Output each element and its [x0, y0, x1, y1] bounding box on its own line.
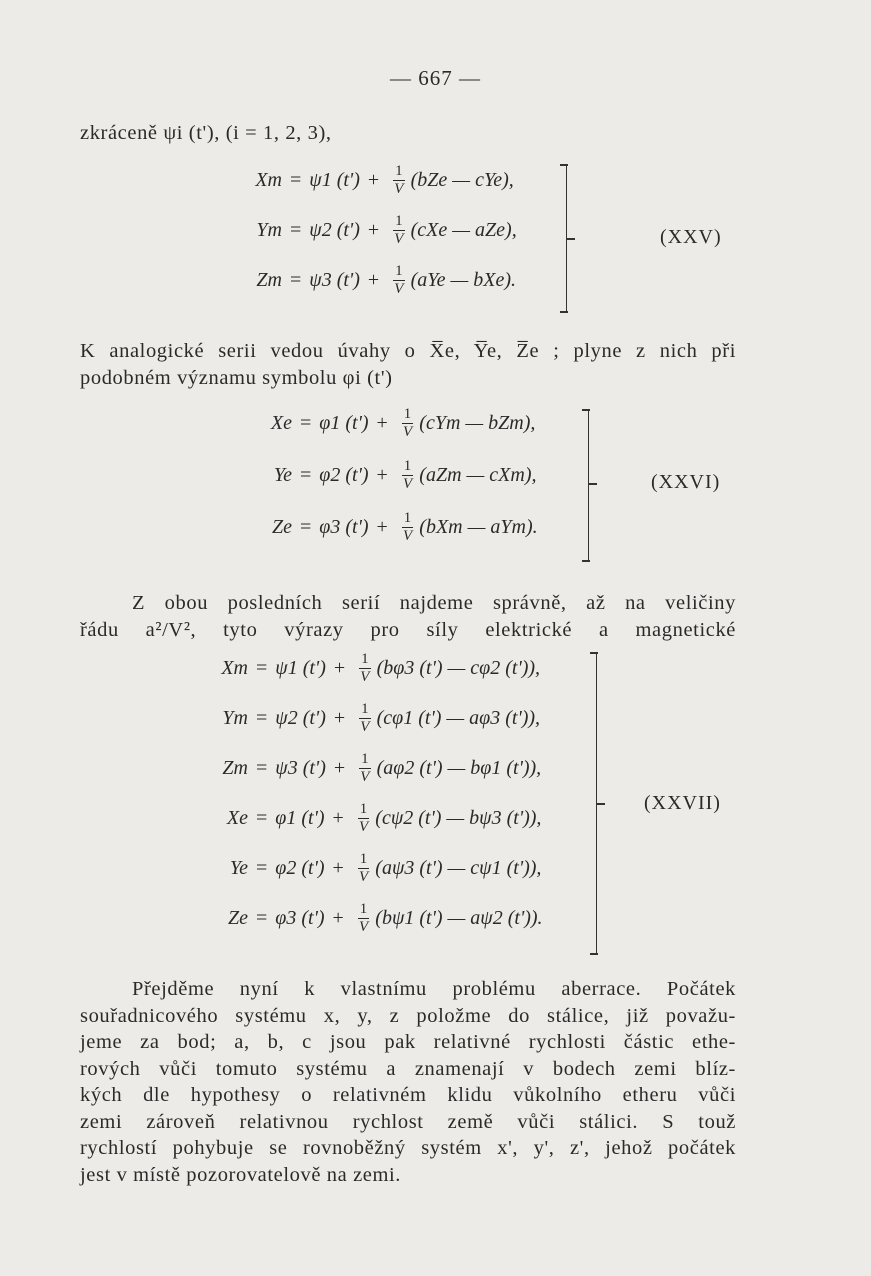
equation-row [212, 798, 541, 838]
brace-tip [590, 953, 598, 955]
text-line: zkráceně ψi (t'), (i = 1, 2, 3), [80, 122, 332, 144]
fraction [402, 406, 414, 441]
equation-tail: (bXm — aYm). [419, 516, 538, 538]
text-line: řádu a²/V², tyto výrazy pro síly elektrické a magnetické [80, 618, 736, 641]
equation-lhs: Ye [273, 464, 292, 486]
equation-lhs: Xe [226, 807, 248, 829]
fraction [359, 651, 371, 686]
equation-tail: (bψ1 (t') — aψ2 (t')). [375, 907, 543, 929]
denominator: V [394, 230, 404, 247]
fraction [402, 458, 414, 493]
equation-row [212, 648, 540, 688]
equals-sign: = [300, 516, 312, 538]
equation-lhs: Xm [221, 657, 248, 679]
equation-term: φ3 (t') [319, 516, 369, 538]
denominator: V [360, 768, 370, 785]
equation-lhs: Zm [256, 269, 282, 291]
equation-term: ψ2 (t') [309, 219, 360, 241]
brace-tip [567, 238, 575, 240]
equals-sign: = [290, 269, 302, 291]
numerator: 1 [361, 700, 369, 717]
denominator: V [394, 180, 404, 197]
equation-label: (XXVII) [644, 792, 721, 814]
text-line: rových vůči tomuto systému a znamenají v bodech zemi blíz- [80, 1057, 736, 1080]
equation-term: ψ1 (t') [309, 169, 360, 191]
numerator: 1 [395, 212, 403, 229]
numerator: 1 [359, 800, 368, 817]
equals-sign: = [256, 707, 268, 729]
fraction [358, 851, 370, 886]
text-line: rychlostí pohybuje se rovnoběžný systém x', y', z', jehož počátek [80, 1137, 736, 1159]
fraction [358, 801, 370, 836]
fraction [358, 901, 370, 936]
equation-tail: (bZe — cYe), [410, 169, 514, 191]
equation-term: φ3 (t') [275, 907, 325, 929]
denominator: V [358, 818, 369, 835]
brace-tip [597, 803, 605, 805]
paragraph-k [80, 338, 736, 391]
equals-sign: = [256, 807, 268, 829]
denominator: V [402, 423, 413, 440]
numerator: 1 [359, 900, 368, 917]
equation-label: (XXVI) [651, 471, 721, 493]
fraction [402, 510, 414, 545]
equation-term: φ1 (t') [275, 807, 325, 829]
numerator: 1 [359, 850, 368, 867]
equation-lhs: Xm [255, 169, 282, 191]
plus-sign: + [332, 807, 344, 829]
numerator: 1 [395, 262, 403, 279]
denominator: V [360, 718, 370, 735]
numerator: 1 [403, 509, 412, 526]
equation-tail: (cφ1 (t') — aφ3 (t')), [376, 707, 541, 729]
plus-sign: + [332, 907, 344, 929]
text-line: jest v místě pozorovatelově na zemi. [80, 1163, 402, 1186]
equation-tail: (cXe — aZe), [410, 219, 517, 241]
fraction [393, 163, 405, 198]
text-line: zemi zároveň relativnou rychlost země vůči stálici. S touž [80, 1110, 736, 1133]
equation-tail: (aφ2 (t') — bφ1 (t')), [376, 757, 542, 779]
equals-sign: = [256, 857, 268, 879]
brace-tip [582, 409, 590, 411]
plus-sign: + [333, 707, 346, 729]
text-line: souřadnicového systému x, y, z položme do stálice, již považu- [80, 1004, 736, 1027]
numerator: 1 [403, 405, 412, 422]
equation-term: φ2 (t') [275, 857, 325, 879]
plus-sign: + [367, 269, 380, 291]
numerator: 1 [361, 650, 369, 667]
denominator: V [360, 668, 370, 685]
paragraph-z [80, 590, 736, 643]
equation-term: ψ1 (t') [275, 657, 326, 679]
numerator: 1 [395, 162, 403, 179]
equation-tail: (cYm — bZm), [419, 412, 536, 434]
fraction [393, 263, 405, 298]
equation-lhs: Ze [228, 907, 248, 929]
denominator: V [358, 918, 369, 935]
numerator: 1 [361, 750, 369, 767]
right-brace [588, 409, 589, 561]
text-line: Z obou posledních serií najdeme správně, až na veličiny [132, 592, 736, 614]
equals-sign: = [290, 219, 302, 241]
equation-term: φ2 (t') [319, 464, 369, 486]
brace-tip [560, 164, 568, 166]
denominator: V [402, 475, 413, 492]
fraction [393, 213, 405, 248]
equation-row [258, 507, 538, 547]
equation-tail: (aZm — cXm), [419, 464, 537, 486]
equation-row [258, 455, 537, 495]
equation-lhs: Ye [229, 857, 248, 879]
equals-sign: = [290, 169, 302, 191]
brace-tip [560, 311, 568, 313]
brace-tip [590, 652, 598, 654]
equation-tail: (aYe — bXe). [410, 269, 517, 291]
brace-tip [589, 483, 597, 485]
equation-row [240, 260, 516, 300]
equation-row [258, 403, 535, 443]
equals-sign: = [256, 757, 268, 779]
equation-row [212, 748, 541, 788]
equation-row [212, 848, 541, 888]
intro-line [80, 120, 736, 147]
equation-lhs: Ym [256, 219, 282, 241]
equation-lhs: Xe [270, 412, 292, 434]
equation-tail: (bφ3 (t') — cφ2 (t')), [376, 657, 541, 679]
plus-sign: + [333, 757, 346, 779]
equation-row [212, 698, 540, 738]
plus-sign: + [376, 464, 388, 486]
numerator: 1 [403, 457, 412, 474]
equation-term: ψ3 (t') [275, 757, 326, 779]
plus-sign: + [367, 169, 380, 191]
equation-row [240, 160, 514, 200]
text-line: K analogické serii vedou úvahy o X̅e, Y̅e, Z̅e ; plyne z nich při [80, 340, 736, 362]
equation-term: ψ2 (t') [275, 707, 326, 729]
equation-term: ψ3 (t') [309, 269, 360, 291]
equals-sign: = [256, 907, 268, 929]
equals-sign: = [256, 657, 268, 679]
fraction [359, 751, 371, 786]
paragraph-aberration [80, 976, 736, 1188]
equation-label: (XXV) [660, 226, 722, 248]
plus-sign: + [376, 516, 388, 538]
fraction [359, 701, 371, 736]
plus-sign: + [376, 412, 388, 434]
equation-lhs: Ze [272, 516, 292, 538]
equation-lhs: Ym [222, 707, 248, 729]
equation-row [212, 898, 543, 938]
denominator: V [358, 868, 369, 885]
denominator: V [402, 527, 413, 544]
page-number: — 667 — [390, 66, 481, 90]
plus-sign: + [333, 657, 346, 679]
denominator: V [394, 280, 404, 297]
text-line: jeme za bod; a, b, c jsou pak relativné rychlosti částic ethe- [80, 1031, 736, 1053]
equation-tail: (aψ3 (t') — cψ1 (t')), [375, 857, 542, 879]
plus-sign: + [332, 857, 344, 879]
equation-term: φ1 (t') [319, 412, 369, 434]
equation-lhs: Zm [222, 757, 248, 779]
plus-sign: + [367, 219, 380, 241]
text-line: podobném významu symbolu φi (t') [80, 366, 393, 389]
equation-row [240, 210, 517, 250]
equals-sign: = [300, 464, 312, 486]
equals-sign: = [300, 412, 312, 434]
brace-tip [582, 560, 590, 562]
text-line: Přejděme nyní k vlastnímu problému aberrace. Počátek [132, 978, 736, 1000]
text-line: kých dle hypothesy o relativném klidu vůkolního etheru vůči [80, 1084, 736, 1106]
equation-tail: (cψ2 (t') — bψ3 (t')), [375, 807, 542, 829]
